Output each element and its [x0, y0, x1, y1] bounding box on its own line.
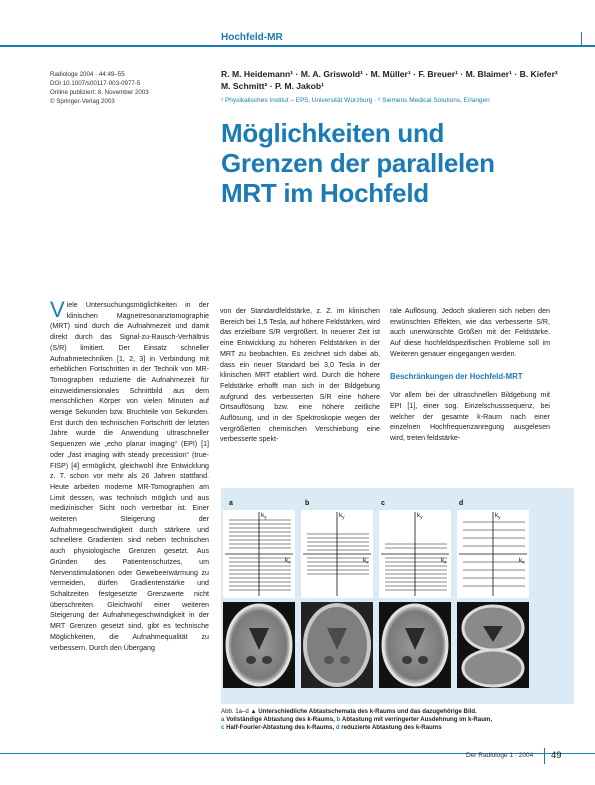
body-column-1: [50, 297, 209, 653]
col3-text: rale Auflösung. Jedoch skalieren sich neben den erwünschten Effekten, wie das verbesserte S/R, auch unerwünschte Größen mit der Feldstärke. Auf diese hochfeldspezifischen Probleme soll im Weiteren genauer eingegangen werden.: [390, 307, 550, 358]
caption-c-text: Half-Fourier-Abtastung des k-Raums,: [226, 724, 335, 732]
title-line-1: Möglichkeiten und: [221, 118, 445, 148]
svg-text:ky: $k_y$: [495, 512, 501, 520]
section-header: [0, 32, 595, 46]
figure-caption: [221, 708, 574, 733]
svg-text:kx: $k_x$: [519, 557, 525, 565]
svg-text:ky: $k_y$: [417, 512, 423, 520]
svg-text:ky: $k_y$: [261, 512, 267, 520]
caption-b-text: Abtastung mit verringerter Ausdehnung im k-Raum,: [341, 716, 493, 724]
header-rule: [0, 45, 595, 47]
journal-footer: Der Radiologe 1 · 2004: [466, 752, 534, 759]
caption-d-label: d: [335, 724, 340, 732]
meta-copyright: © Springer-Verlag 2003: [50, 98, 115, 105]
svg-text:ky: $k_y$: [339, 512, 345, 520]
caption-a-label: a: [221, 716, 225, 724]
meta-online: Online publiziert: 8. November 2003: [50, 89, 149, 96]
panel-label-b: b: [305, 500, 310, 507]
kspace-panel-d: [457, 500, 529, 598]
kspace-panel-a: [223, 500, 295, 598]
caption-prefix: Abb. 1a–d ▲: [221, 708, 257, 715]
section-label: Hochfeld-MR: [221, 32, 283, 43]
col2-text: von der Standardfeldstärke, z. Z. im klinischen Bereich bei 1,5 Tesla, auf höhere Feldstärken, wird das erzielbare S/R vergrößert. In neuerer Zeit ist eine Entwicklung zu höheren Feldstärken in der MRT zu beobachten. Es zeichnet sich dabei ab, dass ein neuer Standard bei 3,0 Tesla in der klinischen MRT etabliert wird. Durch die höhere Feldstärke erhofft man sich in der Bildgebung aufgrund des verbesserten S/R eine höhere Ortsauflösung bzw. eine höhere zeitliche Auflösung, und in der Spektroskopie wegen der vergrößerten chemischen Verschiebung eine verbesserte spekt-: [220, 307, 380, 444]
panel-label-d: d: [459, 500, 464, 507]
phantom-image-d: [457, 602, 529, 688]
body-column-2: [220, 306, 380, 445]
panel-label-a: a: [229, 500, 233, 507]
meta-citation: Radiologe 2004 · 44:49–55: [50, 71, 125, 78]
caption-b-label: b: [336, 716, 341, 724]
caption-d-text: reduzierte Abtastung des k-Raums: [341, 724, 442, 732]
body-column-3: [390, 306, 550, 444]
svg-text:kx: $k_x$: [285, 557, 291, 565]
figure-1: [221, 488, 574, 704]
svg-text:kx: $k_x$: [441, 557, 447, 565]
kspace-panel-c: [379, 500, 451, 598]
col1-text: iele Untersuchungsmöglichkeiten in der klinischen Magnetresonanztomographie (MRT) sind durch die Aufnahmezeit und damit direkt durch das Signal-zu-Rausch-Verhältnis (S/R) limitiert. Der Einsatz schneller Aufnahmetechniken [1, 2, 3] in Verbindung mit erheblichen Fortschritten in der Technik von MR-Tomographen reduzierte die Aufnahmezeit für einzweidimensionales Schnittbild aus dem menschlichen Körper von vielen Minuten auf wenige Sekunden bzw. Bruchteile von Sekunden. Erst durch den technischen Fortschritt der letzten Jahre wurde die Anwendung ultraschneller Sequenzen wie „echo planar imaging“ (EPI) [1] oder „fast imaging with steady precession“ (true-FISP) [4] ermöglicht, gleichwohl ihre Entwicklung z. T. schon vor mehr als 26 Jahren stattfand. Heute arbeiten moderne MR-Tomographen am Limit dessen, was technisch möglich und aus medizinischer Sicht noch vertretbar ist. Einer weiteren Steigerung der Aufnahmegeschwindigkeit durch stärkere und schnellere Gradienten sind neben technischen auch physiologische Grenzen gesetzt. Aus Gründen des Patientenschutzes, um Nervenstimulationen oder Gewebeerwärmung zu vermeiden, dürfen Gradientenstärke und Schaltzeiten festgesetzte Grenzwerte nicht überschreiten. Gleichwohl einer weiteren Steigerung der Aufnahmegeschwindigkeit in der MRT Grenzen gesetzt sind, gibt es technische Möglichkeiten, die Aufnahmequalität zu verbessern. Durch den Übergang: [50, 301, 209, 652]
kspace-panel-b: [301, 500, 373, 598]
phantom-image-c: [379, 602, 451, 688]
caption-c-label: c: [221, 724, 225, 732]
phantom-image-b: [301, 602, 373, 688]
meta-doi: DOI 10.1007/s00117-003-0977-5: [50, 80, 141, 87]
authors-line-2: M. Schmitt² · P. M. Jakob¹: [221, 81, 324, 91]
col3-text-2: Vor allem bei der ultraschnellen Bildgebung mit EPI [1], einer sog. Einzelschusssequenz, bei welcher der gesamte k-Raum nach einer einzelnen Hochfrequenzanregung ausgelesen wird, treten feldstärke-: [390, 391, 550, 443]
title-line-3: MRT im Hochfeld: [221, 178, 429, 208]
authors: [221, 68, 576, 92]
drop-cap: V: [50, 297, 65, 322]
svg-text:kx: $k_x$: [363, 557, 369, 565]
authors-line-1: R. M. Heidemann¹ · M. A. Griswold¹ · M. Müller¹ · F. Breuer¹ · M. Blaimer¹ · B. Kiefer²: [221, 69, 558, 79]
subheading: Beschränkungen der Hochfeld-MRT: [390, 371, 523, 381]
figure-1-graphic: [221, 488, 574, 704]
header-tick: [581, 32, 582, 46]
caption-a-text: Vollständige Abtastung des k-Raums,: [226, 716, 335, 724]
phantom-image-a: [223, 602, 295, 688]
footer-divider: [544, 748, 545, 764]
title-line-2: Grenzen der parallelen: [221, 148, 495, 178]
caption-title: Unterschiedliche Abtastschemata des k-Raums und das dazugehörige Bild.: [258, 708, 477, 715]
page-number: 49: [551, 750, 562, 761]
affiliations: ¹ Physikalisches Institut – EP5, Universität Würzburg · ² Siemens Medical Solutions, Erlangen: [221, 97, 490, 104]
article-meta: [50, 70, 218, 106]
panel-label-c: c: [381, 500, 385, 507]
article-title: [221, 118, 581, 208]
